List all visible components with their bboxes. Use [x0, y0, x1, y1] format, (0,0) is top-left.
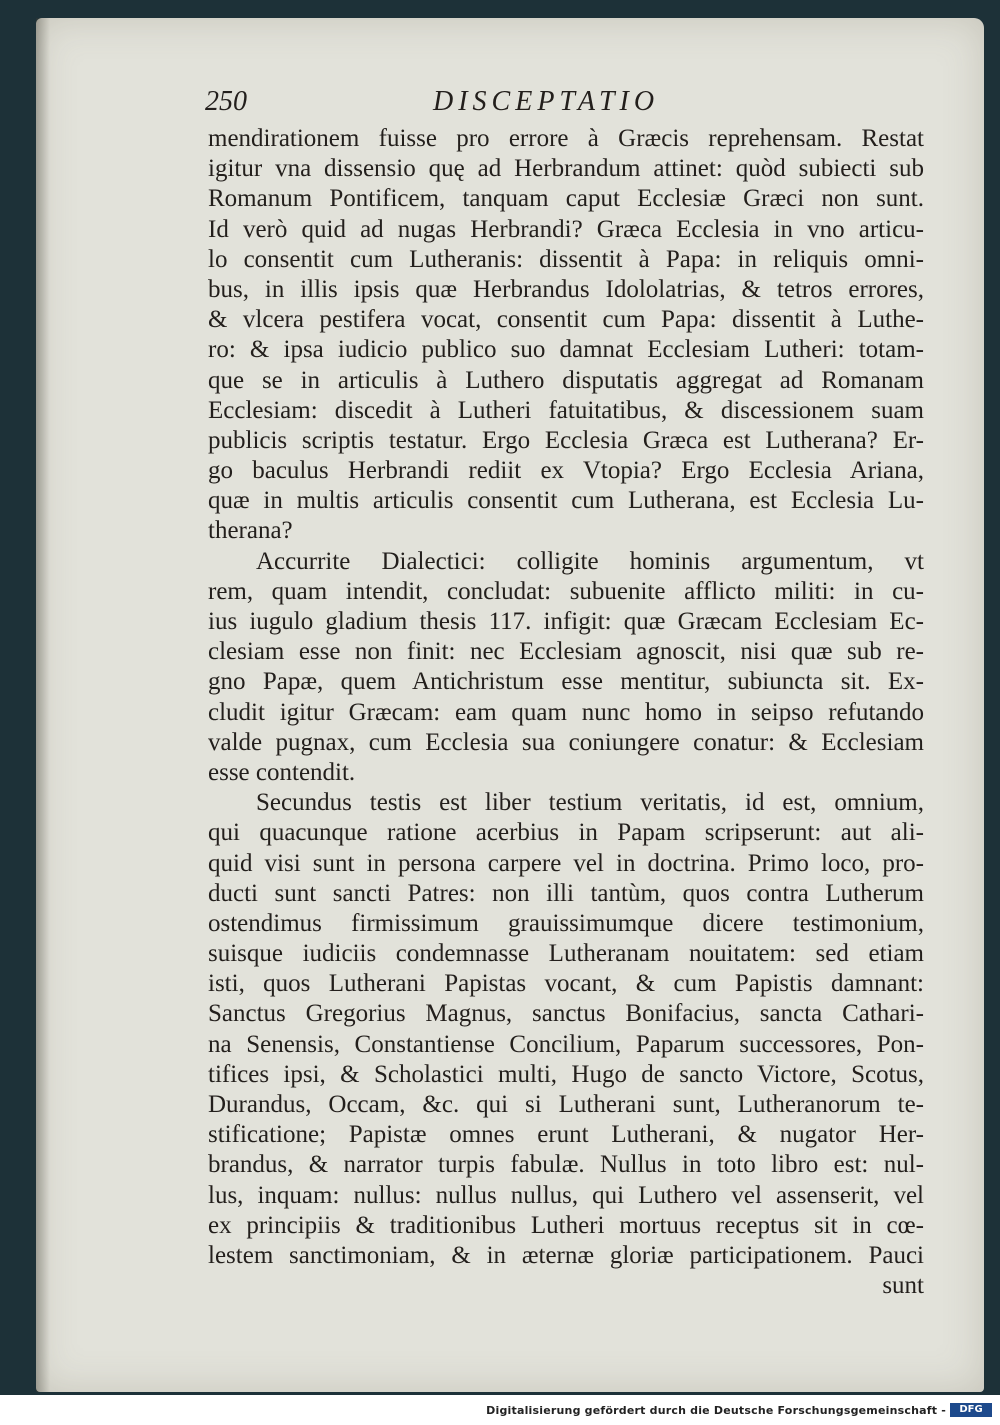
funding-credit: Digitalisierung gefördert durch die Deutsche Forschungsgemeinschaft - [486, 1404, 946, 1417]
text-line: qui quacunque ratione acerbius in Papam scripserunt: aut ali- [208, 819, 924, 847]
text-line: Ecclesiam: discedit à Lutheri fatuitatibus, & discessionem suam [208, 396, 924, 424]
text-line: isti, quos Lutherani Papistas vocant, & cum Papistis damnant: [208, 970, 924, 998]
text-line: tifices ipsi, & Scholastici multi, Hugo de sancto Victore, Scotus, [208, 1060, 924, 1088]
text-line: stificatione; Papistæ omnes erunt Lutherani, & nugator Her- [208, 1121, 924, 1149]
body-text [208, 124, 924, 1301]
text-line: na Senensis, Constantiense Concilium, Paparum successores, Pon- [208, 1030, 924, 1058]
paragraph-first-line: Secundus testis est liber testium veritatis, id est, omnium, [256, 789, 924, 817]
text-line: go baculus Herbrandi rediit ex Vtopia? Ergo Ecclesia Ariana, [208, 457, 924, 485]
text-line: igitur vna dissensio quę ad Herbrandum attinet: quòd subiecti sub [208, 155, 924, 183]
catchword: sunt [882, 1272, 924, 1300]
text-line: gno Papæ, quem Antichristum esse mentitur, subiuncta sit. Ex- [208, 668, 924, 696]
text-line: rem, quam intendit, concludat: subuenite afflicto militi: in cu- [208, 577, 924, 605]
text-line: esse contendit. [208, 758, 356, 786]
text-line: & vlcera pestifera vocat, consentit cum Papa: dissentit à Luthe- [208, 306, 924, 334]
text-line: Id verò quid ad nugas Herbrandi? Græca Ecclesia in vno articu- [208, 215, 924, 243]
dfg-logo: DFG [950, 1403, 992, 1417]
text-line: valde pugnax, cum Ecclesia sua coniungere conatur: & Ecclesiam [208, 728, 924, 756]
text-line: ius iugulo gladium thesis 117. infigit: quæ Græcam Ecclesiam Ec- [208, 608, 924, 635]
text-line: suisque iudiciis condemnasse Lutheranam nouitatem: sed etiam [208, 940, 924, 968]
text-line: ro: & ipsa iudicio publico suo damnat Ecclesiam Lutheri: totam- [208, 336, 924, 364]
text-line: mendirationem fuisse pro errore à Græcis reprehensam. Restat [208, 125, 924, 152]
text-line: brandus, & narrator turpis fabulæ. Nullus in toto libro est: nul- [208, 1151, 924, 1179]
text-line: clesiam esse non finit: nec Ecclesiam agnoscit, nisi quæ sub re- [208, 638, 924, 666]
text-line: Romanum Pontificem, tanquam caput Ecclesiæ Græci non sunt. [208, 185, 924, 213]
text-line: Sanctus Gregorius Magnus, sanctus Bonifacius, sancta Cathari- [208, 1000, 924, 1028]
page-number: 250 [205, 86, 247, 117]
text-line: ex principiis & traditionibus Lutheri mortuus receptus sit in cœ- [208, 1211, 924, 1239]
text-line: cludit igitur Græcam: eam quam nunc homo in seipso refutando [208, 698, 924, 726]
text-line: lus, inquam: nullus: nullus nullus, qui Luthero vel assenserit, vel [208, 1181, 924, 1209]
text-line: lestem sanctimoniam, & in æternæ gloriæ participationem. Pauci [208, 1241, 924, 1269]
text-line: bus, in illis ipsis quæ Herbrandus Idololatrias, & tetros errores, [208, 275, 924, 303]
text-line: therana? [208, 517, 293, 545]
text-line: Durandus, Occam, &c. qui si Lutherani sunt, Lutheranorum te- [208, 1091, 924, 1118]
digitization-footer [0, 1398, 1000, 1425]
text-line: que se in articulis à Luthero disputatis aggregat ad Romanam [208, 366, 924, 394]
running-title: DISCEPTATIO [433, 86, 660, 117]
text-line: lo consentit cum Lutheranis: dissentit à Papa: in reliquis omni- [208, 245, 924, 273]
page-header [205, 80, 725, 124]
paragraph-first-line: Accurrite Dialectici: colligite hominis argumentum, vt [256, 547, 924, 575]
text-line: quæ in multis articulis consentit cum Lutherana, est Ecclesia Lu- [208, 487, 924, 515]
text-line: ducti sunt sancti Patres: non illi tantùm, quos contra Lutherum [208, 879, 924, 907]
text-line: quid visi sunt in persona carpere vel in doctrina. Primo loco, pro- [208, 849, 924, 877]
text-line: ostendimus firmissimum grauissimumque dicere testimonium, [208, 909, 924, 937]
text-line: publicis scriptis testatur. Ergo Ecclesia Græca est Lutherana? Er- [208, 426, 924, 454]
